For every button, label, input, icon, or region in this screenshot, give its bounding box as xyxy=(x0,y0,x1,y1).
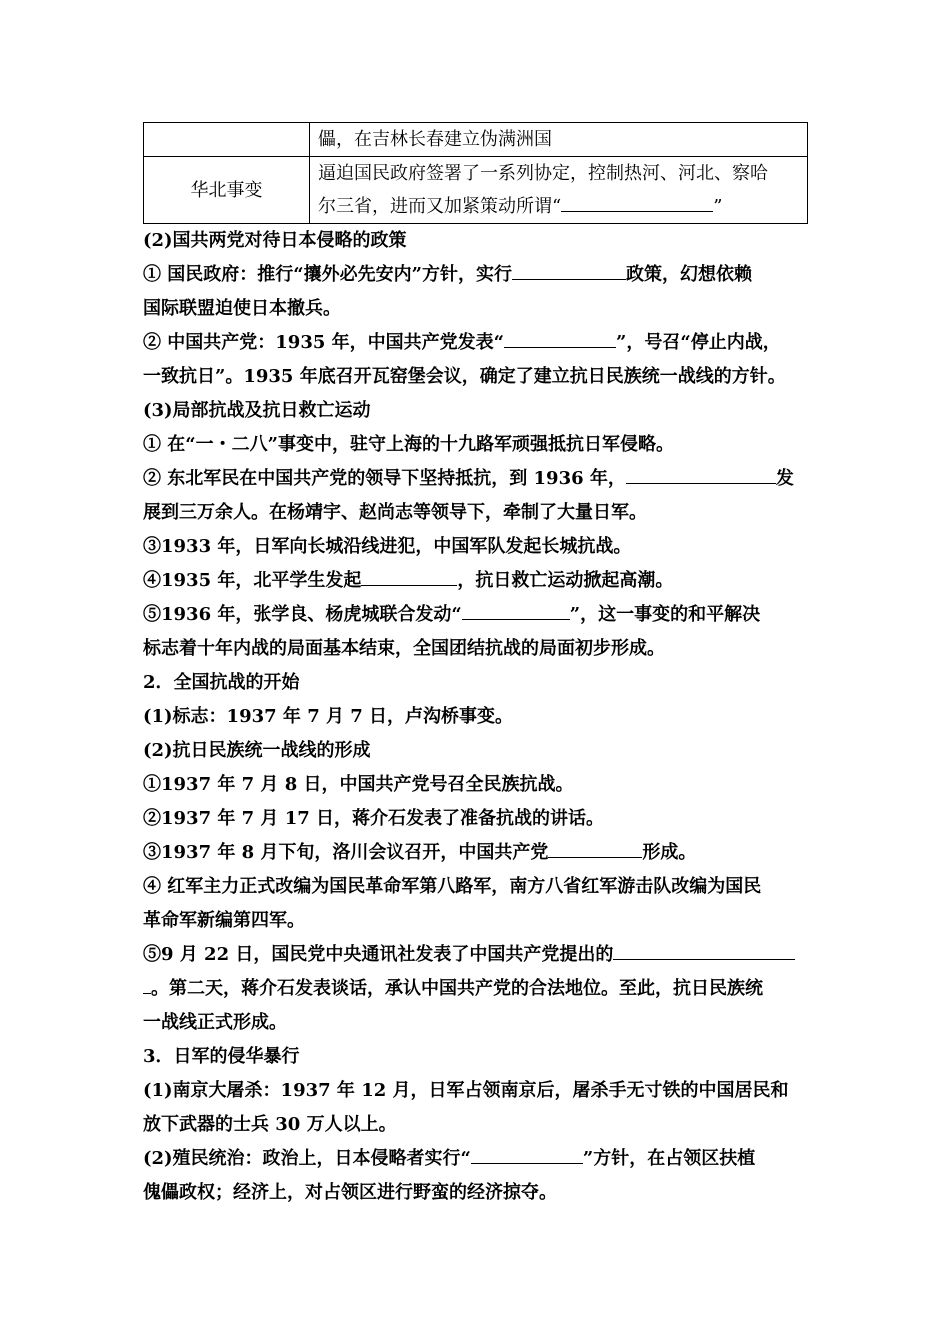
events-table xyxy=(143,122,808,224)
event-name-cell xyxy=(144,123,310,157)
paragraph-line xyxy=(143,938,808,972)
text-span: 尔三省，进而又加紧策动所谓“ xyxy=(318,196,562,217)
paragraph-line xyxy=(143,1142,808,1176)
paragraph-line xyxy=(143,326,808,360)
table-row xyxy=(144,157,808,224)
event-desc-cell: 儡，在吉林长春建立伪满洲国 xyxy=(310,123,808,157)
paragraph-line: ①1937 年 7 月 8 日，中国共产党号召全民族抗战。 xyxy=(143,774,574,795)
event-name-cell: 华北事变 xyxy=(144,157,310,224)
text-span: ” xyxy=(713,196,723,217)
paragraph-line xyxy=(143,258,808,292)
text-span: 发 xyxy=(775,468,794,489)
paragraph-line: ③1933 年，日军向长城沿线进犯，中国军队发起长城抗战。 xyxy=(143,536,632,557)
table-row xyxy=(144,123,808,157)
paragraph-line: 放下武器的士兵 30 万人以上。 xyxy=(143,1114,397,1135)
text-span: ⑤9 月 22 日，国民党中央通讯社发表了中国共产党提出的 xyxy=(143,944,614,965)
fill-blank[interactable] xyxy=(143,975,151,994)
event-desc-line: 逼迫国民政府签署了一系列协定，控制热河、河北、察哈 xyxy=(318,163,768,184)
text-span: (2)殖民统治：政治上，日本侵略者实行“ xyxy=(143,1148,471,1169)
text-span: ”，号召“停止内战， xyxy=(615,332,781,353)
section-title: 2．全国抗战的开始 xyxy=(143,672,300,693)
paragraph-line xyxy=(143,836,808,870)
paragraph-line xyxy=(143,598,808,632)
paragraph-line: (1)标志：1937 年 7 月 7 日，卢沟桥事变。 xyxy=(143,706,514,727)
text-span: ”，这一事变的和平解决 xyxy=(569,604,761,625)
fill-blank[interactable] xyxy=(361,567,457,586)
paragraph-line: ① 在“一・二八”事变中，驻守上海的十九路军顽强抵抗日军侵略。 xyxy=(143,434,674,455)
text-span: ② 中国共产党：1935 年，中国共产党发表“ xyxy=(143,332,504,353)
fill-blank[interactable] xyxy=(561,193,713,212)
text-span: 形成。 xyxy=(642,842,697,863)
paragraph-line: 一致抗日”。1935 年底召开瓦窑堡会议，确定了建立抗日民族统一战线的方针。 xyxy=(143,366,786,387)
subsection-title: (2)国共两党对待日本侵略的政策 xyxy=(143,230,407,251)
fill-blank[interactable] xyxy=(471,1145,583,1164)
paragraph-line: 展到三万余人。在杨靖宇、赵尚志等领导下，牵制了大量日军。 xyxy=(143,502,647,523)
paragraph-line: ④ 红军主力正式改编为国民革命军第八路军，南方八省红军游击队改编为国民 xyxy=(143,876,762,897)
paragraph-line: ②1937 年 7 月 17 日，蒋介石发表了准备抗战的讲话。 xyxy=(143,808,605,829)
text-span: ① 国民政府：推行“攘外必先安内”方针，实行 xyxy=(143,264,512,285)
fill-blank[interactable] xyxy=(548,839,642,858)
text-span: ② 东北军民在中国共产党的领导下坚持抵抗，到 1936 年， xyxy=(143,468,626,489)
paragraph-line: 标志着十年内战的局面基本结束，全国团结抗战的局面初步形成。 xyxy=(143,638,665,659)
event-desc-cell xyxy=(310,157,808,224)
fill-blank[interactable] xyxy=(512,261,626,280)
paragraph-line: (1)南京大屠杀：1937 年 12 月，日军占领南京后，屠杀手无寸铁的中国居民和 xyxy=(143,1080,789,1101)
text-span: ③1937 年 8 月下旬，洛川会议召开，中国共产党 xyxy=(143,842,549,863)
text-span: ④1935 年，北平学生发起 xyxy=(143,570,362,591)
text-span: 政策，幻想依赖 xyxy=(625,264,752,285)
section-title: 3．日军的侵华暴行 xyxy=(143,1046,300,1067)
paragraph-line xyxy=(143,564,808,598)
paragraph-line: 傀儡政权；经济上，对占领区进行野蛮的经济掠夺。 xyxy=(143,1182,557,1203)
text-span: 。第二天，蒋介石发表谈话，承认中国共产党的合法地位。至此，抗日民族统 xyxy=(151,978,763,999)
paragraph-line: 国际联盟迫使日本撤兵。 xyxy=(143,298,341,319)
paragraph-line: 革命军新编第四军。 xyxy=(143,910,305,931)
fill-blank[interactable] xyxy=(626,465,776,484)
event-desc-line xyxy=(318,190,801,223)
paragraph-line: 一战线正式形成。 xyxy=(143,1012,287,1033)
fill-blank[interactable] xyxy=(504,329,616,348)
fill-blank[interactable] xyxy=(613,941,795,960)
subsection-title: (2)抗日民族统一战线的形成 xyxy=(143,740,371,761)
fill-blank[interactable] xyxy=(462,601,570,620)
paragraph-line xyxy=(143,972,808,1006)
paragraph-line xyxy=(143,462,808,496)
document-page xyxy=(143,122,808,1210)
subsection-title: (3)局部抗战及抗日救亡运动 xyxy=(143,400,371,421)
text-span: ”方针，在占领区扶植 xyxy=(582,1148,756,1169)
text-span: ⑤1936 年，张学良、杨虎城联合发动“ xyxy=(143,604,462,625)
text-span: ，抗日救亡运动掀起高潮。 xyxy=(457,570,674,591)
